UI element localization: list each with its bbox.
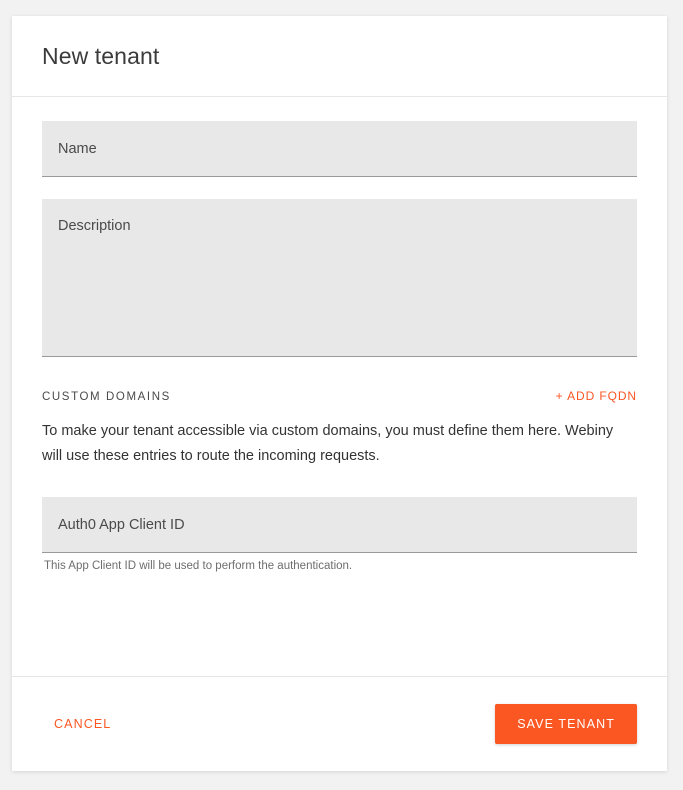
description-input[interactable] xyxy=(42,199,637,357)
app-client-id-helper-text: This App Client ID will be used to perform the authentication. xyxy=(44,560,353,572)
app-client-id-input[interactable] xyxy=(42,497,637,553)
description-field-wrapper xyxy=(42,199,637,357)
custom-domains-description: To make your tenant accessible via custom domains, you must define them here. Webiny will use these entries to route the incoming requests. xyxy=(42,423,614,464)
name-input-label: Name xyxy=(58,140,97,157)
name-field-wrapper xyxy=(42,121,637,177)
save-tenant-button[interactable]: SAVE TENANT xyxy=(495,704,637,744)
description-input-label: Description xyxy=(58,218,131,234)
add-fqdn-button[interactable]: + ADD FQDN xyxy=(555,389,637,403)
app-client-id-input-label: Auth0 App Client ID xyxy=(58,516,185,533)
page-title: New tenant xyxy=(42,42,160,69)
name-input[interactable] xyxy=(42,121,637,177)
custom-domains-header xyxy=(42,389,637,403)
dialog-body xyxy=(12,97,667,676)
cancel-button[interactable]: CANCEL xyxy=(42,707,123,741)
dialog-footer xyxy=(12,676,667,771)
app-client-id-field-wrapper xyxy=(42,497,637,572)
custom-domains-title: CUSTOM DOMAINS xyxy=(42,391,171,403)
new-tenant-dialog xyxy=(12,16,667,771)
dialog-header xyxy=(12,16,667,97)
